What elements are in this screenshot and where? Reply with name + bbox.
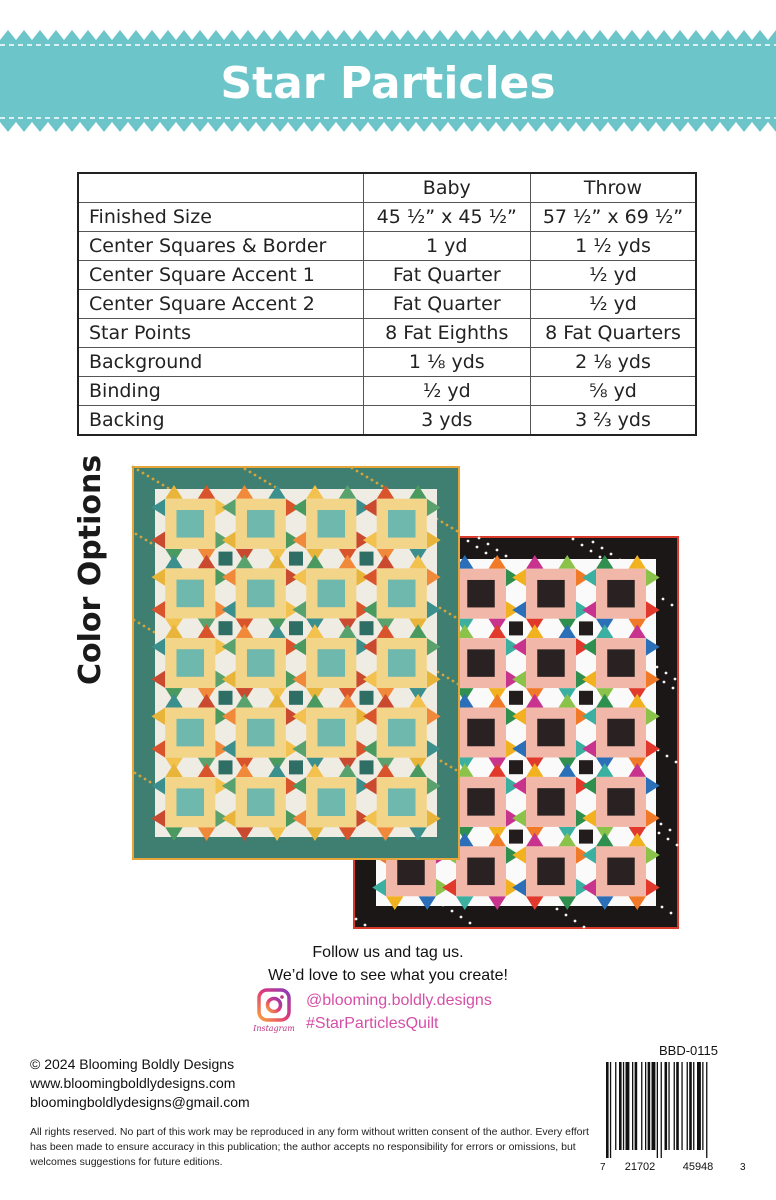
instagram-icon bbox=[253, 988, 295, 1034]
row-label: Backing bbox=[78, 406, 363, 436]
baby-value: 45 ½” x 45 ½” bbox=[363, 203, 530, 232]
barcode-digit-1: 7 bbox=[600, 1162, 606, 1173]
table-row bbox=[78, 203, 696, 232]
hashtag: #StarParticlesQuilt bbox=[306, 1015, 439, 1032]
instagram-handle: @blooming.boldly.designs bbox=[306, 992, 492, 1009]
pattern-title: Star Particles bbox=[220, 58, 556, 109]
barcode-bar bbox=[623, 1062, 624, 1150]
table-row bbox=[78, 377, 696, 406]
website: www.bloomingboldlydesigns.com bbox=[30, 1075, 236, 1091]
table-header-throw: Throw bbox=[530, 173, 696, 203]
barcode-bar bbox=[676, 1062, 679, 1150]
baby-value: Fat Quarter bbox=[363, 261, 530, 290]
barcode-digit-4: 3 bbox=[740, 1162, 746, 1173]
baby-value: 1 ⅛ yds bbox=[363, 348, 530, 377]
barcode-bar bbox=[645, 1062, 646, 1150]
accent-square bbox=[509, 830, 523, 844]
barcode-digits-3: 45948 bbox=[682, 1161, 714, 1173]
row-label: Center Square Accent 2 bbox=[78, 290, 363, 319]
throw-value: 1 ½ yds bbox=[530, 232, 696, 261]
table-row bbox=[78, 232, 696, 261]
throw-value: 2 ⅛ yds bbox=[530, 348, 696, 377]
accent-square bbox=[579, 621, 593, 635]
sku-code: BBD-0115 bbox=[659, 1043, 719, 1058]
accent-square bbox=[219, 621, 233, 635]
barcode-bar bbox=[681, 1062, 682, 1150]
table-header-baby: Baby bbox=[363, 173, 530, 203]
accent-square bbox=[360, 621, 374, 635]
throw-value: ½ yd bbox=[530, 290, 696, 319]
row-label: Center Square Accent 1 bbox=[78, 261, 363, 290]
barcode-bar bbox=[668, 1062, 669, 1150]
row-label: Binding bbox=[78, 377, 363, 406]
barcode-bar bbox=[632, 1062, 633, 1150]
barcode-bar bbox=[661, 1062, 662, 1158]
fabric-requirements-table bbox=[77, 172, 697, 436]
disclaimer: All rights reserved. No part of this work may be reproduced in any form without written consent of the author. Every effort has been made to ensure accuracy in this publication; the author accepts no responsibility for errors or omissions, but welcomes suggestions for future editions. bbox=[30, 1126, 589, 1168]
accent-square bbox=[579, 691, 593, 705]
accent-square bbox=[509, 691, 523, 705]
accent-square bbox=[219, 552, 233, 566]
barcode-digits-2: 21702 bbox=[624, 1161, 656, 1173]
barcode-bar bbox=[674, 1062, 675, 1150]
accent-square bbox=[360, 552, 374, 566]
barcode-bar bbox=[693, 1062, 694, 1150]
accent-square bbox=[579, 830, 593, 844]
barcode-bar bbox=[619, 1062, 622, 1150]
barcode-bar bbox=[687, 1062, 688, 1150]
throw-value: ½ yd bbox=[530, 261, 696, 290]
accent-square bbox=[289, 691, 303, 705]
share-text: We’d love to see what you create! bbox=[268, 967, 508, 984]
throw-value: 3 ⅔ yds bbox=[530, 406, 696, 436]
copyright: © 2024 Blooming Boldly Designs bbox=[30, 1056, 235, 1072]
barcode-bar bbox=[641, 1062, 642, 1150]
barcode-bar bbox=[697, 1062, 701, 1150]
throw-value: ⅝ yd bbox=[530, 377, 696, 406]
baby-quilt-image bbox=[133, 467, 459, 859]
throw-value: 57 ½” x 69 ½” bbox=[530, 203, 696, 232]
table-row bbox=[78, 348, 696, 377]
accent-square bbox=[289, 621, 303, 635]
throw-value: 8 Fat Quarters bbox=[530, 319, 696, 348]
barcode-bar bbox=[648, 1062, 651, 1150]
baby-value: Fat Quarter bbox=[363, 290, 530, 319]
row-label: Background bbox=[78, 348, 363, 377]
row-label: Star Points bbox=[78, 319, 363, 348]
table-row bbox=[78, 261, 696, 290]
accent-square bbox=[509, 621, 523, 635]
baby-value: 3 yds bbox=[363, 406, 530, 436]
upc-barcode bbox=[596, 1058, 746, 1178]
color-options-heading: Color Options bbox=[73, 454, 108, 685]
table-header-row bbox=[78, 173, 696, 203]
accent-square bbox=[289, 552, 303, 566]
table-row bbox=[78, 319, 696, 348]
barcode-bar bbox=[606, 1062, 609, 1158]
row-label: Finished Size bbox=[78, 203, 363, 232]
barcode-bar bbox=[652, 1062, 656, 1150]
baby-value: ½ yd bbox=[363, 377, 530, 406]
barcode-bar bbox=[657, 1062, 658, 1158]
row-label: Center Squares & Border bbox=[78, 232, 363, 261]
table-row bbox=[78, 406, 696, 436]
barcode-bar bbox=[689, 1062, 692, 1150]
accent-square bbox=[509, 760, 523, 774]
accent-square bbox=[219, 691, 233, 705]
accent-square bbox=[579, 760, 593, 774]
accent-square bbox=[289, 760, 303, 774]
barcode-bar bbox=[706, 1062, 707, 1158]
accent-square bbox=[219, 760, 233, 774]
table-row bbox=[78, 290, 696, 319]
barcode-bar bbox=[665, 1062, 668, 1150]
follow-text: Follow us and tag us. bbox=[312, 944, 464, 961]
instagram-wordmark: Instagram bbox=[253, 1024, 295, 1033]
email: bloomingboldlydesigns@gmail.com bbox=[30, 1094, 250, 1110]
barcode-bar bbox=[610, 1062, 611, 1158]
accent-square bbox=[360, 691, 374, 705]
barcode-bar bbox=[702, 1062, 703, 1150]
accent-square bbox=[360, 760, 374, 774]
baby-value: 8 Fat Eighths bbox=[363, 319, 530, 348]
baby-value: 1 yd bbox=[363, 232, 530, 261]
table-header-blank bbox=[78, 173, 363, 203]
barcode-bar bbox=[635, 1062, 638, 1150]
barcode-bar bbox=[626, 1062, 630, 1150]
barcode-bar bbox=[615, 1062, 616, 1150]
title-banner bbox=[0, 0, 776, 160]
